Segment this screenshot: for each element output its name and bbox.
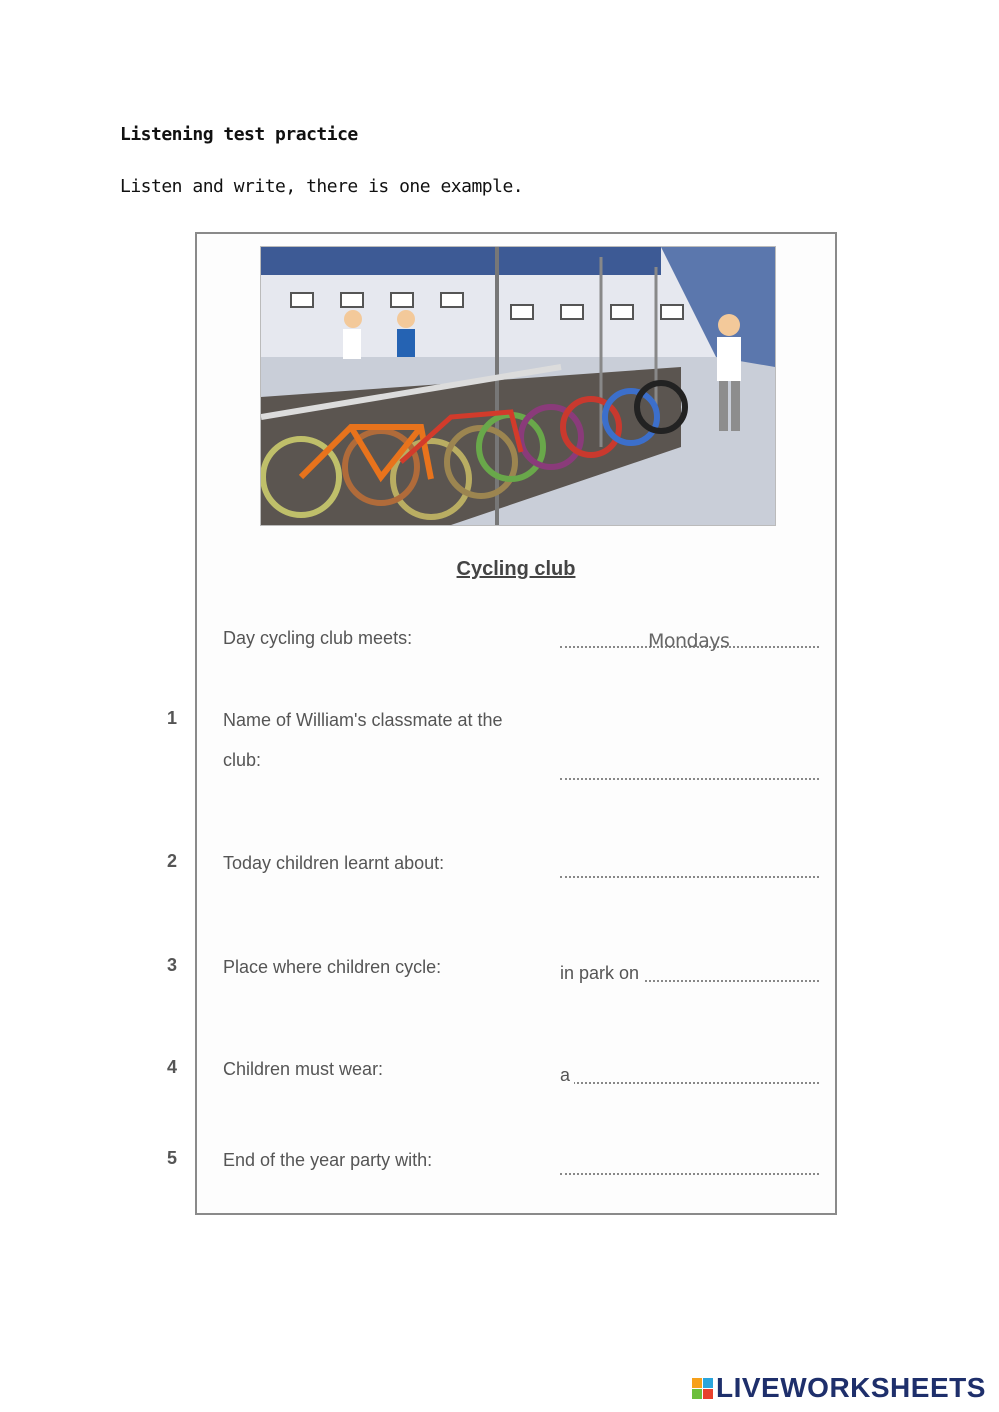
question-label: End of the year party with:: [223, 1150, 433, 1170]
worksheet-instruction: Listen and write, there is one example.: [120, 176, 524, 197]
answer-prefix: a: [560, 1065, 574, 1086]
example-answer: Mondays: [648, 630, 730, 652]
brand-name: LIVEWORKSHEETS: [716, 1372, 986, 1403]
question-label: Children must wear:: [223, 1059, 384, 1079]
bike-rack-illustration: [260, 246, 776, 526]
question-number: 4: [167, 1057, 178, 1077]
worksheet-heading: Listening test practice: [120, 124, 358, 145]
question-label: Place where children cycle:: [223, 957, 442, 977]
example-label: Day cycling club meets:: [223, 628, 413, 648]
answer-input[interactable]: [560, 954, 819, 982]
answer-input[interactable]: [560, 1147, 819, 1175]
exercise-sheet: [167, 232, 837, 1215]
example-answer-line: [560, 620, 819, 652]
question-label: Today children learnt about:: [223, 853, 445, 873]
sheet-title: Cycling club: [456, 558, 576, 580]
question-number: 2: [167, 851, 178, 871]
question-number: 5: [167, 1148, 178, 1168]
answer-prefix: in park on: [560, 963, 643, 984]
question-number: 3: [167, 955, 178, 975]
answer-input[interactable]: [560, 752, 819, 780]
answer-input[interactable]: [560, 850, 819, 878]
question-label: Name of William's classmate at the club:: [223, 710, 503, 770]
liveworksheets-logo[interactable]: [692, 1372, 986, 1404]
question-number: 1: [167, 708, 178, 728]
answer-input[interactable]: [560, 1056, 819, 1084]
logo-mark-icon: [692, 1378, 713, 1399]
